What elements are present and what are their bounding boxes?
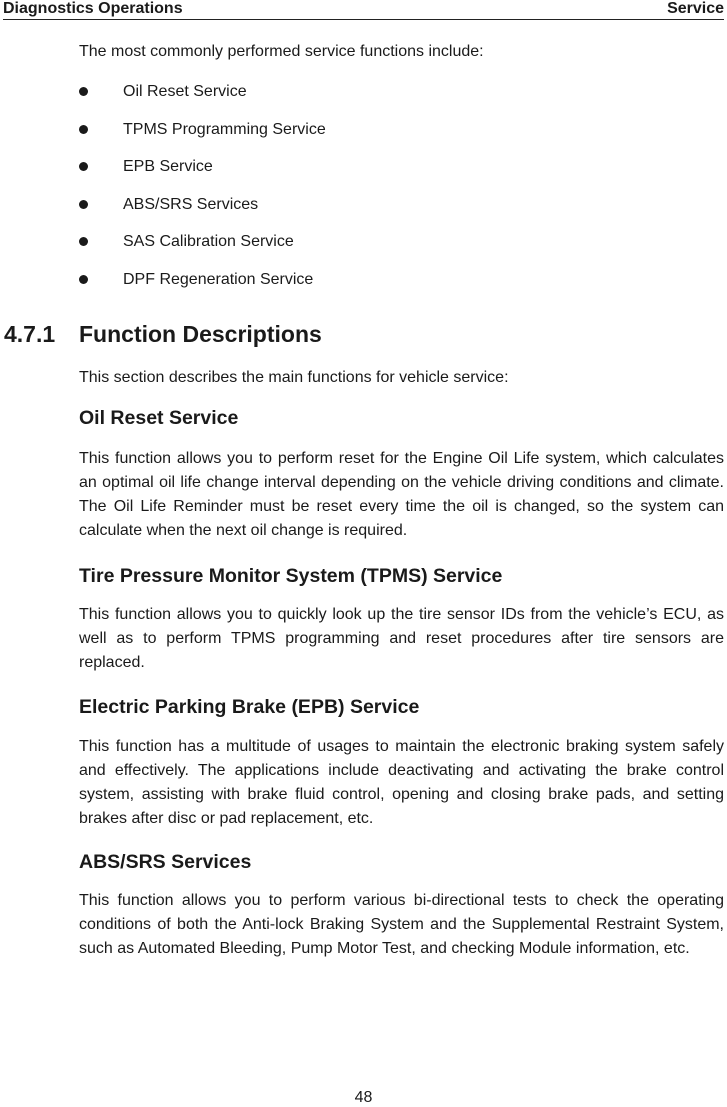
subsection-abs-srs: [79, 849, 724, 961]
bullet-icon: [79, 125, 88, 134]
page-header: [3, 0, 724, 20]
list-item: ABS/SRS Services: [79, 193, 724, 231]
subsection-title: Oil Reset Service: [79, 407, 239, 429]
subsection-title: ABS/SRS Services: [79, 851, 252, 873]
page-number: 48: [354, 1089, 373, 1106]
section-heading: [4, 320, 322, 348]
section-intro-text: This section describes the main functions for vehicle service:: [79, 369, 509, 386]
bullet-icon: [79, 200, 88, 209]
subsection-body: This function allows you to perform various bi-directional tests to check the operating conditions of both the Anti-lock Braking System and the Supplemental Restraint System, such as Automated Bleeding, Pump Motor Test, and checking Module information, etc.: [79, 892, 724, 957]
header-chapter-title: Diagnostics Operations: [3, 0, 183, 17]
subsection-body: This function allows you to quickly look up the tire sensor IDs from the vehicle’s ECU, as well as to perform TPMS programming and reset procedures after tire sensors are replaced.: [79, 606, 724, 671]
list-item: Oil Reset Service: [79, 80, 724, 118]
bullet-icon: [79, 237, 88, 246]
subsection-epb: [79, 694, 724, 831]
subsection-body: This function allows you to perform reset for the Engine Oil Life system, which calculates an optimal oil life change interval depending on the vehicle driving conditions and climate. The Oil Life Reminder must be reset every time the oil is changed, so the system can calculate when the next oil change is required.: [79, 450, 724, 539]
subsection-tpms: [79, 563, 724, 675]
list-item: TPMS Programming Service: [79, 118, 724, 156]
bullet-icon: [79, 162, 88, 171]
subsection-body: This function has a multitude of usages to maintain the electronic braking system safely and effectively. The applications include deactivating and activating the brake control system, assisting with brake fluid control, opening and closing brake pads, and setting brakes after disc or pad replacement, etc.: [79, 738, 724, 827]
header-section-title: Service: [667, 0, 724, 17]
subsection-title: Tire Pressure Monitor System (TPMS) Service: [79, 565, 503, 587]
intro-text: The most commonly performed service functions include:: [79, 43, 484, 60]
list-item: SAS Calibration Service: [79, 230, 724, 268]
section-number: 4.7.1: [4, 321, 56, 347]
list-item: EPB Service: [79, 155, 724, 193]
section-title: Function Descriptions: [79, 321, 322, 347]
subsection-title: Electric Parking Brake (EPB) Service: [79, 696, 420, 718]
subsection-oil-reset: [79, 405, 724, 543]
bullet-icon: [79, 275, 88, 284]
list-item: DPF Regeneration Service: [79, 268, 724, 306]
bullet-icon: [79, 87, 88, 96]
service-function-list: [79, 80, 724, 305]
